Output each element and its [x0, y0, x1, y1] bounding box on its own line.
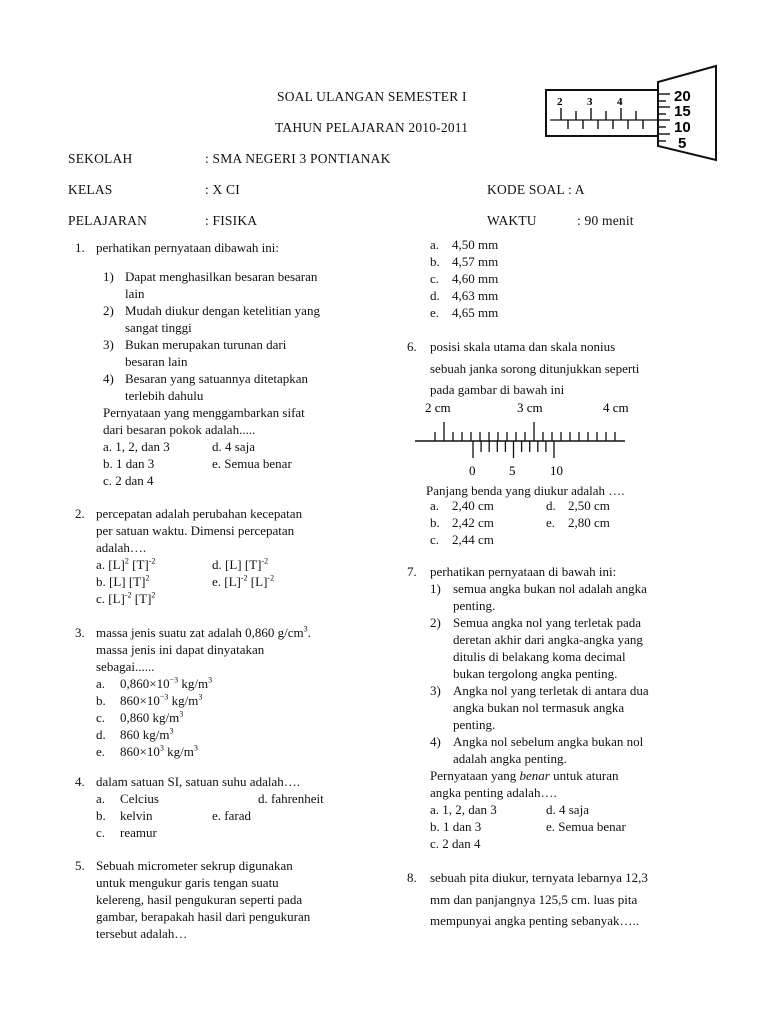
q7-ask: Pernyataan yang benar untuk aturan — [430, 768, 619, 783]
thimble-label: 15 — [674, 103, 691, 120]
q2-stem: per satuan waktu. Dimensi percepatan — [96, 523, 295, 538]
q7-option-d: d. 4 saja — [546, 802, 589, 817]
vernier-main-label: 2 cm — [425, 400, 451, 415]
q3-stem: sebagai...... — [96, 659, 155, 674]
pelajaran-label: PELAJARAN — [68, 213, 148, 228]
q6-option-key: b. — [430, 515, 440, 530]
kelas-label: KELAS — [68, 182, 113, 197]
q7-option-c: c. 2 dan 4 — [430, 836, 481, 851]
thimble-label: 10 — [674, 119, 691, 136]
q5-number: 5. — [75, 858, 85, 873]
q6-number: 6. — [407, 339, 417, 354]
exam-title: SOAL ULANGAN SEMESTER I — [277, 89, 467, 104]
q7-ask: angka penting adalah…. — [430, 785, 557, 800]
q5-option-key: c. — [430, 271, 440, 286]
q1-item-text: terlebih dahulu — [125, 388, 204, 403]
q6-stem: sebuah janka sorong ditunjukkan seperti — [430, 361, 640, 376]
q5-stem: untuk mengukur garis tengan suatu — [96, 875, 279, 890]
q6-stem: pada gambar di bawah ini — [430, 382, 565, 397]
micrometer-main-label: 3 — [587, 96, 593, 108]
q2-stem: adalah…. — [96, 540, 147, 555]
q6-option-c: 2,44 cm — [452, 532, 494, 547]
q6-ask: Panjang benda yang diukur adalah …. — [426, 483, 625, 498]
kelas-value: : X CI — [205, 182, 240, 197]
q1-option-a: a. 1, 2, dan 3 — [103, 439, 170, 454]
q6-option-a: 2,40 cm — [452, 498, 494, 513]
q2-option-a: a. $[L]^2$ $[T]^{-2}$ — [96, 556, 156, 572]
q1-option-e: e. Semua benar — [212, 456, 292, 471]
q3-option-value: $860\times 10^{-3}$ $kg/m^3$ — [120, 692, 203, 708]
q2-option-e: e. $[L]^{-2}$ $[L]^{-2}$ — [212, 573, 275, 589]
q7-item-num: 2) — [430, 615, 441, 630]
q6-option-key: e. — [546, 515, 556, 530]
vernier-nonius-label: 5 — [509, 463, 516, 478]
q1-stem: perhatikan pernyataan dibawah ini: — [96, 240, 280, 255]
waktu-label: WAKTU — [487, 213, 537, 228]
q8-stem: mempunyai angka penting sebanyak….. — [430, 913, 640, 928]
vernier-caliper-figure — [415, 398, 629, 480]
q7-item-text: Semua angka nol yang terletak pada — [453, 615, 642, 630]
q7-item-text: adalah angka penting. — [453, 751, 567, 766]
q6-option-d: 2,50 cm — [568, 498, 610, 513]
q7-stem: perhatikan pernyataan di bawah ini: — [430, 564, 617, 579]
sekolah-label: SEKOLAH — [68, 151, 133, 166]
q2-number: 2. — [75, 506, 85, 521]
q7-item-text: penting. — [453, 598, 496, 613]
q5-option-value: 4,65 mm — [452, 305, 499, 320]
q6-option-key: c. — [430, 532, 440, 547]
q7-item-num: 3) — [430, 683, 441, 698]
q1-item-text: Mudah diukur dengan ketelitian yang — [125, 303, 320, 318]
q6-option-key: a. — [430, 498, 440, 513]
micrometer-main-label: 2 — [557, 96, 563, 108]
q1-item-text: besaran lain — [125, 354, 188, 369]
q3-option-value: 860 $kg/m^3$ — [120, 726, 174, 742]
q4-option-key: a. — [96, 791, 106, 806]
micrometer-main-label: 4 — [617, 96, 623, 108]
q7-item-text: ditulis di belakang koma decimal — [453, 649, 626, 664]
q6-option-b: 2,42 cm — [452, 515, 494, 530]
q1-option-b: b. 1 dan 3 — [103, 456, 155, 471]
q5-option-value: 4,60 mm — [452, 271, 499, 286]
q2-option-b: b. [L] $[T]^2$ — [96, 573, 150, 589]
q7-item-text: bukan tergolong angka penting. — [453, 666, 618, 681]
q5-stem: Sebuah micrometer sekrup digunakan — [96, 858, 293, 873]
vernier-nonius-label: 0 — [469, 463, 476, 478]
q1-item-text: lain — [125, 286, 145, 301]
q4-option-c: reamur — [120, 825, 157, 840]
vernier-nonius-label: 10 — [550, 463, 563, 478]
q7-number: 7. — [407, 564, 417, 579]
waktu-value: : 90 menit — [577, 213, 634, 228]
q7-item-text: deretan akhir dari angka-angka yang — [453, 632, 643, 647]
q6-option-key: d. — [546, 498, 556, 513]
q7-item-text: penting. — [453, 717, 496, 732]
q7-item-text: angka bukan nol termasuk angka — [453, 700, 625, 715]
vernier-main-label: 4 cm — [603, 400, 629, 415]
q5-option-key: d. — [430, 288, 440, 303]
q3-option-key: c. — [96, 710, 106, 725]
micrometer-figure — [540, 64, 720, 164]
q6-option-e: 2,80 cm — [568, 515, 610, 530]
q1-ask: Pernyataan yang menggambarkan sifat — [103, 405, 305, 420]
q1-item-text: Dapat menghasilkan besaran besaran — [125, 269, 318, 284]
q5-stem: kelereng, hasil pengukuran seperti pada — [96, 892, 303, 907]
q7-option-a: a. 1, 2, dan 3 — [430, 802, 497, 817]
q7-item-text: Angka nol yang terletak di antara dua — [453, 683, 649, 698]
q1-option-d: d. 4 saja — [212, 439, 255, 454]
q3-stem: massa jenis suatu zat adalah 0,860 $g/cm^3$. — [96, 624, 311, 640]
q2-stem: percepatan adalah perubahan kecepatan — [96, 506, 303, 521]
q4-stem: dalam satuan SI, satuan suhu adalah…. — [96, 774, 300, 789]
pelajaran-value: : FISIKA — [205, 213, 258, 228]
q7-item-text: Angka nol sebelum angka bukan nol — [453, 734, 644, 749]
q3-option-value: $860\times 10^3$ $kg/m^3$ — [120, 743, 198, 759]
q1-item-text: sangat tinggi — [125, 320, 192, 335]
q5-option-key: a. — [430, 237, 440, 252]
q1-item-num: 2) — [103, 303, 114, 318]
q4-option-key: b. — [96, 808, 106, 823]
q1-item-num: 3) — [103, 337, 114, 352]
q3-number: 3. — [75, 625, 85, 640]
q3-option-key: a. — [96, 676, 106, 691]
vernier-main-label: 3 cm — [517, 400, 543, 415]
q3-option-key: b. — [96, 693, 106, 708]
q4-number: 4. — [75, 774, 85, 789]
q7-option-e: e. Semua benar — [546, 819, 626, 834]
q5-option-key: e. — [430, 305, 440, 320]
q2-option-d: d. [L] $[T]^{-2}$ — [212, 556, 269, 572]
q3-option-value: $0,860\times 10^{-3}$ $kg/m^3$ — [120, 675, 213, 691]
q4-option-d: d. fahrenheit — [258, 791, 324, 806]
q1-item-num: 1) — [103, 269, 114, 284]
q7-option-b: b. 1 dan 3 — [430, 819, 482, 834]
q8-number: 8. — [407, 870, 417, 885]
exam-year: TAHUN PELAJARAN 2010-2011 — [275, 120, 469, 135]
q6-stem: posisi skala utama dan skala nonius — [430, 339, 616, 354]
q1-option-c: c. 2 dan 4 — [103, 473, 154, 488]
sekolah-value: : SMA NEGERI 3 PONTIANAK — [205, 151, 391, 166]
q1-item-text: Bukan merupakan turunan dari — [125, 337, 287, 352]
q1-ask: dari besaran pokok adalah..... — [103, 422, 256, 437]
q2-option-c: c. $[L]^{-2}$ $[T]^2$ — [96, 590, 156, 606]
q5-option-key: b. — [430, 254, 440, 269]
q5-option-value: 4,63 mm — [452, 288, 499, 303]
q4-option-key: c. — [96, 825, 106, 840]
q5-option-value: 4,50 mm — [452, 237, 499, 252]
q5-option-value: 4,57 mm — [452, 254, 499, 269]
q3-option-value: 0,860 $kg/m^3$ — [120, 709, 184, 725]
q3-option-key: d. — [96, 727, 106, 742]
thimble-label: 5 — [678, 135, 687, 152]
q7-item-text: semua angka bukan nol adalah angka — [453, 581, 647, 596]
q4-option-a: Celcius — [120, 791, 159, 806]
q5-stem: gambar, berapakah hasil dari pengukuran — [96, 909, 311, 924]
q1-number: 1. — [75, 240, 85, 255]
q5-stem: tersebut adalah… — [96, 926, 188, 941]
q4-option-e: e. farad — [212, 808, 251, 823]
q3-option-key: e. — [96, 744, 106, 759]
thimble-label: 20 — [674, 88, 691, 105]
q4-option-b: kelvin — [120, 808, 153, 823]
q7-item-num: 4) — [430, 734, 441, 749]
q8-stem: sebuah pita diukur, ternyata lebarnya 12,3 — [430, 870, 648, 885]
kode-soal: KODE SOAL : A — [487, 182, 585, 197]
q1-item-text: Besaran yang satuannya ditetapkan — [125, 371, 309, 386]
q7-item-num: 1) — [430, 581, 441, 596]
q1-item-num: 4) — [103, 371, 114, 386]
q8-stem: mm dan panjangnya 125,5 cm. luas pita — [430, 892, 638, 907]
q3-stem: massa jenis ini dapat dinyatakan — [96, 642, 265, 657]
